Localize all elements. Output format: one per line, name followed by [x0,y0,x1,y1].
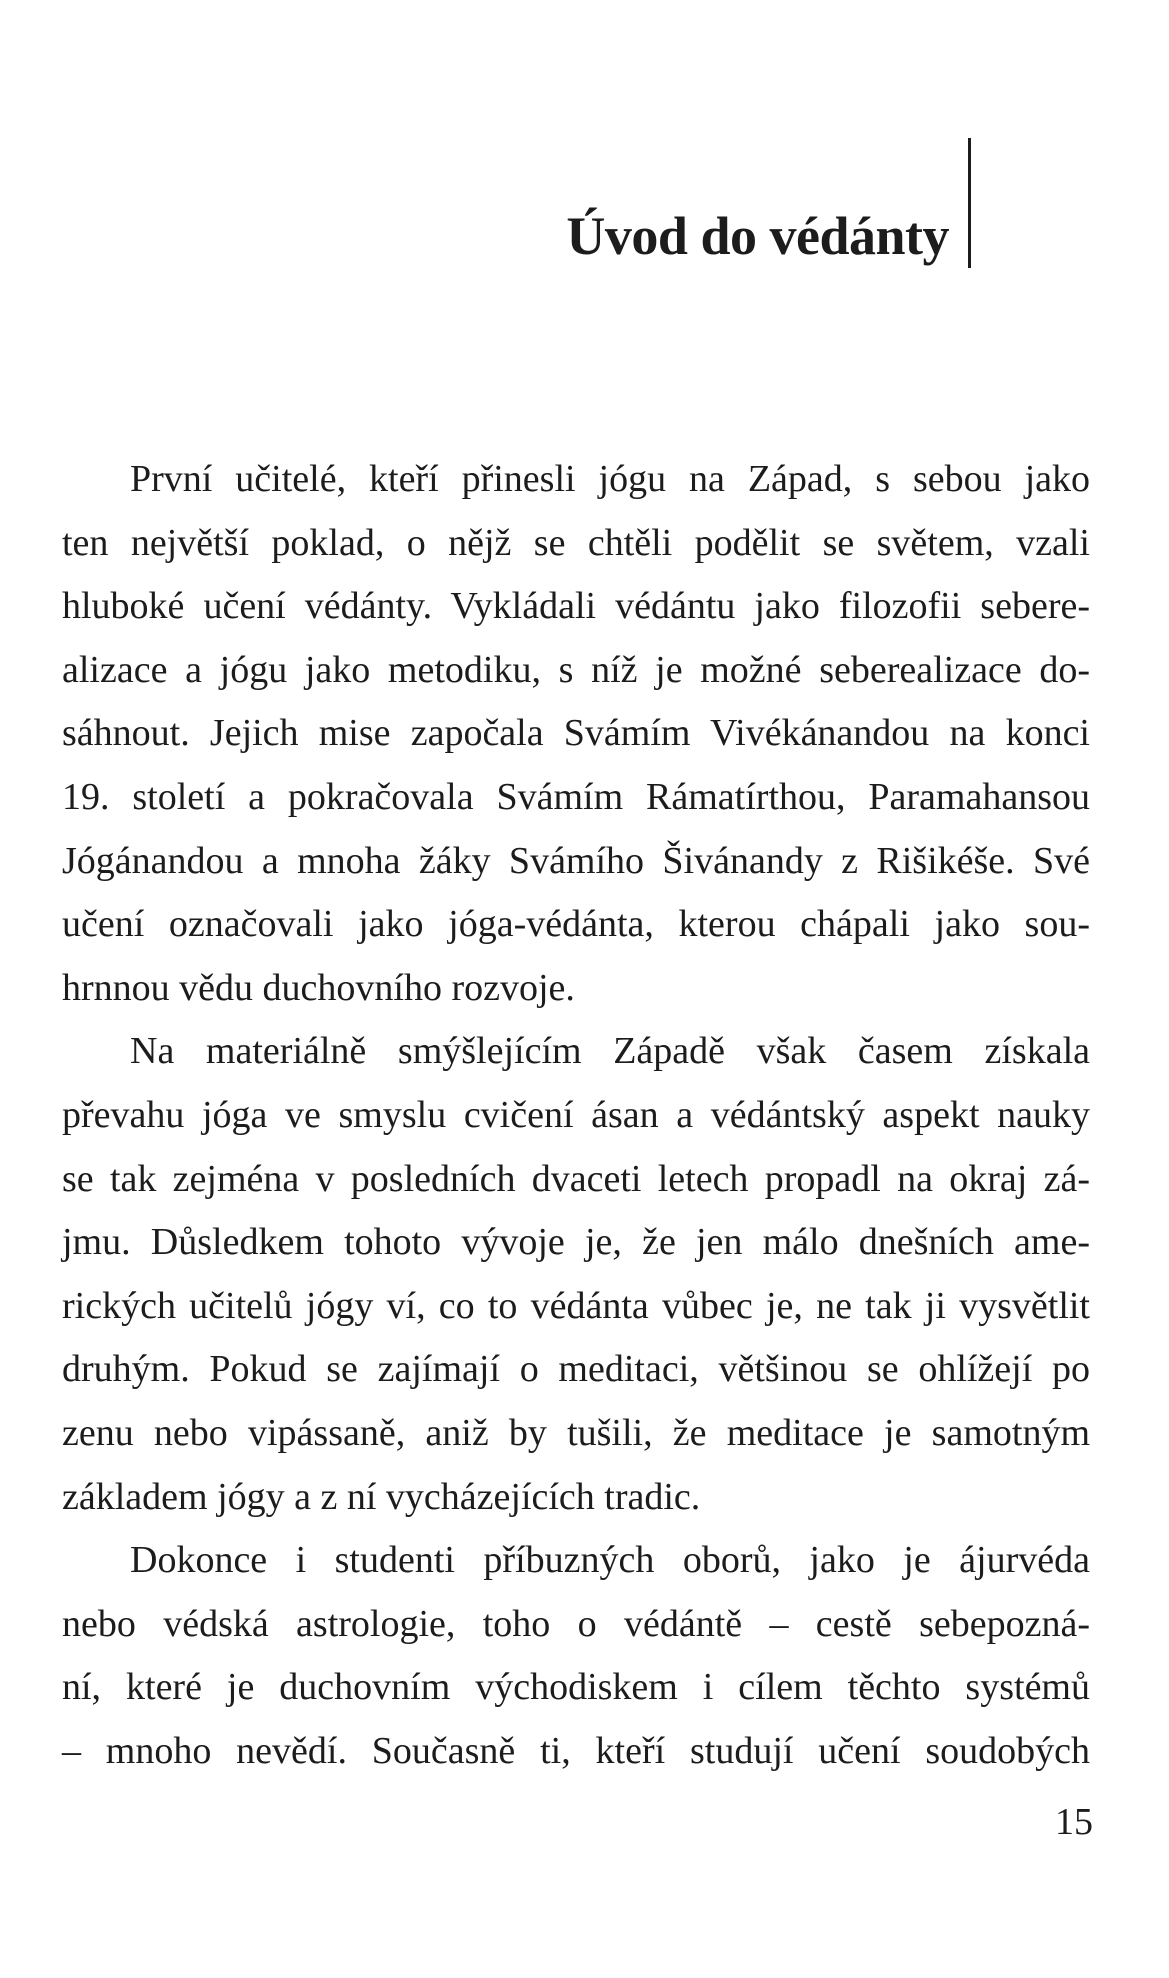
text-line: Dokonce i studenti příbuzných oborů, jako je ájurvéda [130,1539,1090,1582]
body-text [62,448,1090,1783]
text-line: jmu. Důsledkem tohoto vývoje je, že jen málo dnešních ame- [62,1221,1090,1264]
text-line: se tak zejména v posledních dvaceti letech propadl na okraj zá- [62,1157,1090,1200]
text-line: hluboké učení védánty. Vykládali védántu jako filozofii sebere- [62,585,1090,628]
text-line: alizace a jógu jako metodiku, s níž je možné seberealizace do- [62,648,1090,691]
text-line: druhým. Pokud se zajímají o meditaci, většinou se ohlížejí po [62,1348,1090,1391]
text-line: 19. století a pokračovala Svámím Rámatírthou, Paramahansou [62,775,1090,818]
text-line: Jógánandou a mnoha žáky Svámího Šivánandy z Rišikéše. Své [62,839,1090,882]
text-line: učení označovali jako jóga-védánta, kterou chápali jako sou- [62,903,1090,946]
text-line: sáhnout. Jejich mise započala Svámím Vivékánandou na konci [62,712,1090,755]
chapter-title: Úvod do védánty [566,206,949,266]
text-line: ten největší poklad, o nějž se chtěli podělit se světem, vzali [62,521,1090,564]
text-line: nebo védská astrologie, toho o védántě – cestě sebepozná- [62,1602,1090,1645]
page-number: 15 [1055,1801,1093,1843]
text-line: základem jógy a z ní vycházejících tradic. [62,1475,701,1518]
text-line: hrnnou vědu duchovního rozvoje. [62,966,575,1009]
text-line: převahu jóga ve smyslu cvičení ásan a védántský aspekt nauky [62,1093,1090,1136]
text-line: rických učitelů jógy ví, co to védánta vůbec je, ne tak ji vysvětlit [62,1284,1090,1327]
title-vertical-rule [968,138,971,268]
text-line: První učitelé, kteří přinesli jógu na Západ, s sebou jako [130,458,1090,500]
text-line: – mnoho nevědí. Současně ti, kteří studují učení soudobých [62,1729,1090,1772]
text-line: zenu nebo vipássaně, aniž by tušili, že meditace je samotným [62,1411,1090,1454]
text-line: ní, které je duchovním východiskem i cílem těchto systémů [62,1666,1090,1709]
text-line: Na materiálně smýšlejícím Západě však časem získala [130,1030,1090,1073]
